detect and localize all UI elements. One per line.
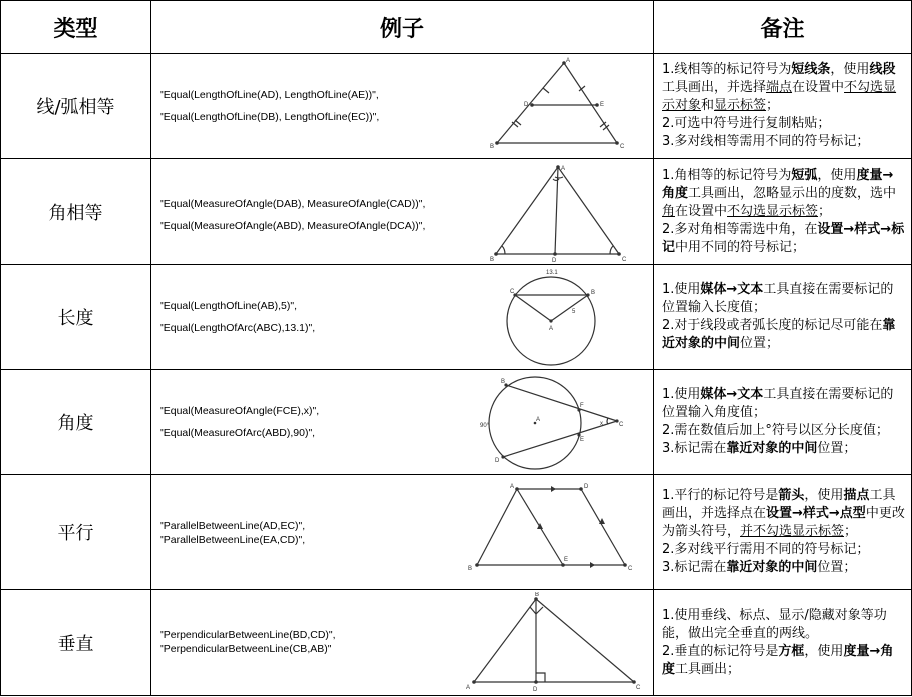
point-label: E (580, 437, 585, 443)
note-paragraph (662, 386, 906, 422)
type-cell: 平行 (1, 475, 151, 590)
note-paragraph (662, 541, 906, 559)
type-cell: 长度 (1, 265, 151, 370)
point-label: A (536, 417, 541, 423)
note-underline: 显示标签 (714, 98, 767, 113)
example-cell (151, 265, 654, 370)
note-segment: 2.需在数值后加上°符号以区分长度值； (662, 423, 889, 438)
note-cell (654, 590, 912, 696)
code-line: "Equal(LengthOfArc(ABC),13.1)", (160, 322, 316, 334)
row-line-equal (1, 54, 912, 159)
note-underline: 角 (662, 203, 676, 219)
code-line: "Equal(LengthOfLine(DB), LengthOfLine(EC))", (160, 111, 380, 123)
note-paragraph (662, 221, 906, 257)
point-label: C (510, 289, 515, 295)
note-segment: ； (766, 98, 780, 113)
note-emphasis: 媒体→文本 (700, 387, 764, 402)
code-line: "Equal(MeasureOfAngle(DAB), MeasureOfAngle(CAD))", (160, 197, 426, 210)
example-cell (151, 590, 654, 696)
note-cell (654, 475, 912, 590)
note-segment: ； (818, 203, 832, 219)
note-paragraph (662, 133, 906, 151)
note-emphasis: 设置→样式→标记 (662, 221, 905, 255)
note-text (662, 487, 906, 577)
length-label: 5 (572, 309, 576, 315)
code-line: "ParallelBetweenLine(EA,CD)", (160, 534, 306, 546)
circle-figure (506, 266, 616, 368)
note-emphasis: 描点 (843, 488, 870, 503)
note-segment: 3.多对线相等需用不同的符号标记； (662, 134, 870, 149)
note-cell (654, 54, 912, 159)
point-label: C (620, 144, 625, 150)
note-segment: 工具直接在需要标记的位置输入角度值； (662, 387, 894, 420)
length-label: 13.1 (546, 270, 558, 276)
point-label: F (580, 403, 584, 409)
code-block (160, 519, 305, 547)
note-emphasis: 度量→角度 (662, 167, 894, 201)
code-block (160, 84, 379, 128)
note-segment: 3.标记需在 (662, 441, 727, 456)
code-line: "PerpendicularBetweenLine(CB,AB)" (160, 643, 332, 655)
point-label: B (468, 566, 473, 572)
note-segment: 在设置中 (675, 203, 728, 219)
note-segment: ，使用 (817, 167, 857, 183)
note-text (662, 607, 906, 679)
point-label: D (533, 687, 538, 693)
row-parallel (1, 475, 912, 590)
point-label: D (495, 458, 500, 464)
code-line: "Equal(MeasureOfAngle(FCE),x)", (160, 405, 320, 417)
note-emphasis: 度量→角度 (662, 643, 894, 677)
point-label: C (636, 685, 641, 691)
note-underline: 不勾选显示对象 (662, 80, 897, 113)
point-label: B (490, 144, 495, 150)
code-line: "Equal(LengthOfLine(AB),5)", (160, 300, 298, 312)
point-label: A (510, 484, 515, 490)
note-underline: 并不勾选显示标签 (740, 524, 845, 539)
point-label: E (564, 557, 569, 563)
example-cell (151, 54, 654, 159)
note-text (662, 281, 906, 353)
note-paragraph (662, 607, 906, 643)
note-emphasis: 短线条 (791, 62, 831, 77)
note-cell (654, 370, 912, 475)
note-segment: ，使用 (804, 643, 844, 659)
code-line: "Equal(LengthOfLine(AD), LengthOfLine(AE))", (160, 89, 379, 101)
point-label: D (584, 484, 589, 490)
note-text (662, 167, 906, 257)
note-segment: 1.角相等的标记符号为 (662, 167, 792, 183)
point-label: E (600, 102, 605, 108)
point-label: A (561, 165, 566, 172)
note-segment: 1.使用垂线、标点、显示/隐藏对象等功能，做出完全垂直的两线。 (662, 607, 887, 641)
header-note: 备注 (654, 1, 912, 54)
note-emphasis: 箭头 (778, 488, 805, 503)
code-line: "ParallelBetweenLine(AD,EC)", (160, 520, 306, 532)
triangle-figure (489, 56, 634, 156)
note-emphasis: 短弧 (791, 167, 818, 183)
note-segment: 在设置中 (792, 80, 845, 95)
note-segment: ，使用 (804, 488, 844, 503)
note-emphasis: 媒体→文本 (700, 282, 764, 297)
note-text (662, 61, 906, 151)
note-segment: 2.可选中符号进行复制粘贴； (662, 116, 831, 131)
header-type: 类型 (1, 1, 151, 54)
example-cell (151, 370, 654, 475)
point-label: B (501, 379, 506, 385)
code-block (160, 628, 336, 656)
angle-label: x (600, 421, 603, 427)
note-segment: 1.平行的标记符号是 (662, 488, 779, 503)
right-triangle-figure (464, 592, 644, 693)
note-underline: 不勾选显示标签 (727, 203, 819, 219)
point-label: A (566, 58, 571, 64)
note-paragraph (662, 422, 906, 440)
note-paragraph (662, 167, 906, 221)
note-paragraph (662, 643, 906, 679)
note-paragraph (662, 559, 906, 577)
row-angle-measure (1, 370, 912, 475)
note-segment: 1.使用 (662, 387, 701, 402)
note-paragraph (662, 281, 906, 317)
note-paragraph (662, 317, 906, 353)
note-segment: ，使用 (830, 62, 870, 77)
note-segment: 2.多对角相等需选中角，在 (662, 221, 818, 237)
point-label: D (524, 102, 529, 108)
type-cell: 线/弧相等 (1, 54, 151, 159)
note-segment: 位置； (817, 560, 857, 575)
note-cell (654, 159, 912, 265)
note-emphasis: 线段 (869, 62, 896, 77)
note-segment: 工具画出； (675, 661, 741, 677)
point-label: B (535, 592, 540, 598)
point-label: C (622, 256, 627, 263)
note-segment: ； (844, 524, 858, 539)
note-emphasis: 靠近对象的中间 (726, 560, 818, 575)
note-emphasis: 方框 (778, 643, 805, 659)
code-line: "PerpendicularBetweenLine(BD,CD)", (160, 629, 336, 641)
row-length (1, 265, 912, 370)
note-segment: 和 (701, 98, 715, 113)
note-paragraph (662, 115, 906, 133)
note-emphasis: 设置→样式→点型 (766, 506, 866, 521)
header-row (1, 1, 912, 54)
point-label: B (591, 290, 596, 296)
note-segment: 中用不同的符号标记； (675, 239, 806, 255)
point-label: A (549, 326, 554, 332)
code-line: "Equal(MeasureOfArc(ABD),90)", (160, 427, 316, 439)
circle-angle-figure (479, 372, 624, 474)
code-block (160, 193, 425, 237)
code-line: "Equal(MeasureOfAngle(ABD), MeasureOfAngle(DCA))", (160, 219, 426, 232)
note-segment: 1.使用 (662, 282, 701, 297)
point-label: A (466, 685, 471, 691)
note-paragraph (662, 440, 906, 458)
note-emphasis: 靠近对象的中间 (726, 441, 818, 456)
note-cell (654, 265, 912, 370)
note-segment: 3.标记需在 (662, 560, 727, 575)
note-segment: 工具画出，并选择 (662, 80, 767, 95)
note-segment: 2.对于线段或者弧长度的标记尽可能在 (662, 318, 883, 333)
code-block (160, 295, 315, 339)
example-cell (151, 475, 654, 590)
note-paragraph (662, 487, 906, 541)
note-paragraph (662, 61, 906, 115)
row-angle-equal (1, 159, 912, 265)
note-segment: 2.垂直的标记符号是 (662, 643, 779, 659)
note-segment: 工具画出，并选择点在 (662, 488, 896, 521)
triangle-figure (486, 162, 636, 264)
parallelogram-figure (463, 481, 633, 581)
note-segment: 工具画出，忽略显示出的度数，选中 (688, 185, 897, 201)
point-label: C (628, 566, 633, 572)
note-segment: 中更改为箭头符号， (662, 506, 905, 539)
type-cell: 垂直 (1, 590, 151, 696)
example-cell (151, 159, 654, 265)
note-segment: 2.多对线平行需用不同的符号标记； (662, 542, 870, 557)
type-cell: 角相等 (1, 159, 151, 265)
header-example: 例子 (151, 1, 654, 54)
note-segment: 位置； (740, 336, 780, 351)
point-label: C (619, 422, 624, 428)
point-label: D (552, 257, 557, 264)
code-block (160, 400, 319, 444)
note-underline: 端点 (766, 80, 793, 95)
note-emphasis: 靠近对象的中间 (662, 318, 896, 351)
angle-label: 90° (480, 423, 490, 429)
note-text (662, 386, 906, 458)
type-cell: 角度 (1, 370, 151, 475)
note-segment: 工具直接在需要标记的位置输入长度值； (662, 282, 894, 315)
note-segment: 1.线相等的标记符号为 (662, 62, 792, 77)
row-perpendicular (1, 590, 912, 696)
note-segment: 位置； (817, 441, 857, 456)
point-label: B (490, 256, 495, 263)
